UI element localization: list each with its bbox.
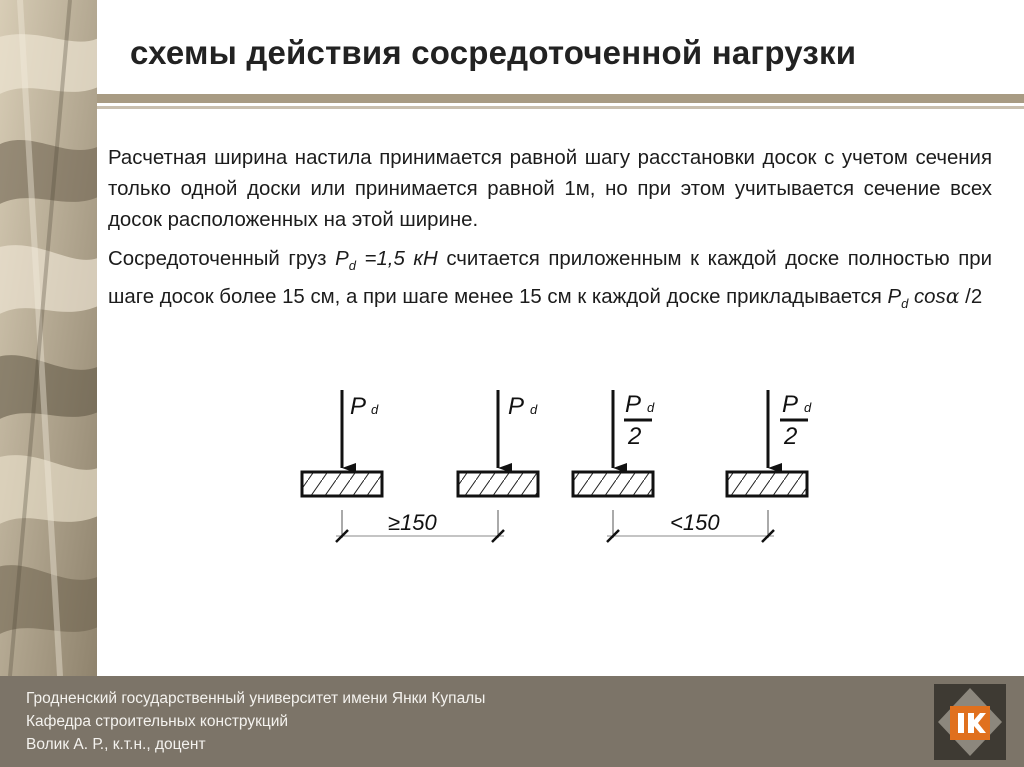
footer-bar	[0, 676, 1024, 767]
dimension-right	[607, 510, 774, 542]
load-symbol	[335, 248, 438, 274]
title-divider-thin	[97, 106, 1024, 109]
footer-author: Волик А. Р., к.т.н., доцент	[26, 736, 206, 753]
formula-subscript: d	[901, 296, 909, 312]
slide-title: схемы действия сосредоточенной нагрузки	[130, 34, 857, 71]
paragraph-concentrated-load	[108, 244, 992, 319]
load-label-1-sub: d	[371, 402, 379, 417]
formula-cos: cos	[908, 286, 946, 309]
footer-department: Кафедра строительных конструкций	[26, 713, 289, 730]
load-label-4: P	[782, 391, 799, 418]
board-scheme-3	[573, 390, 655, 496]
dimension-label-max: <150	[670, 510, 720, 535]
load-scheme-diagram	[280, 380, 840, 560]
footer-university: Гродненский государственный университет имени Янки Купалы	[26, 690, 486, 707]
board-section-2	[458, 472, 538, 496]
slide-body	[108, 143, 992, 327]
board-scheme-2	[458, 390, 538, 496]
board-section-4	[727, 472, 807, 496]
load-divisor-3: 2	[628, 423, 642, 450]
dimension-label-min: ≥150	[388, 510, 437, 535]
board-scheme-4	[727, 390, 812, 496]
university-logo-icon	[934, 684, 1006, 760]
load-label-2: P	[508, 393, 525, 420]
load-label-1: P	[350, 393, 367, 420]
load-symbol-letter: P	[335, 248, 349, 270]
text-segment: считается приложенным к каждой доске полностью при шаге досок более 15 см, а при шаге менее 15 см к каждой доске прикладывается	[108, 248, 993, 309]
title-divider	[97, 94, 1024, 103]
decorative-side-image	[0, 0, 97, 676]
wood-texture-graphic	[0, 0, 97, 676]
load-label-2-sub: d	[530, 402, 538, 417]
load-label-4-sub: d	[804, 400, 812, 415]
load-formula	[887, 286, 946, 312]
load-label-3-sub: d	[647, 400, 655, 415]
load-divisor-4: 2	[784, 423, 798, 450]
dimension-left	[336, 510, 504, 542]
formula-letter: P	[887, 286, 902, 309]
load-label-3: P	[625, 391, 642, 418]
text-segment: Сосредоточенный груз	[108, 248, 336, 270]
formula-end: /2	[959, 286, 983, 309]
board-section-3	[573, 472, 653, 496]
load-symbol-subscript: d	[348, 258, 356, 274]
paragraph-design-width: Расчетная ширина настила принимается равной шагу расстановки досок с учетом сечения только одной доски или принимается равной 1м, но при этом учитывается сечение всех досок расположенных на этой ширине.	[108, 147, 992, 231]
board-section-1	[302, 472, 382, 496]
board-scheme-1	[302, 390, 382, 496]
alpha-symbol: α	[945, 284, 960, 309]
load-value: =1,5 кН	[355, 248, 438, 270]
